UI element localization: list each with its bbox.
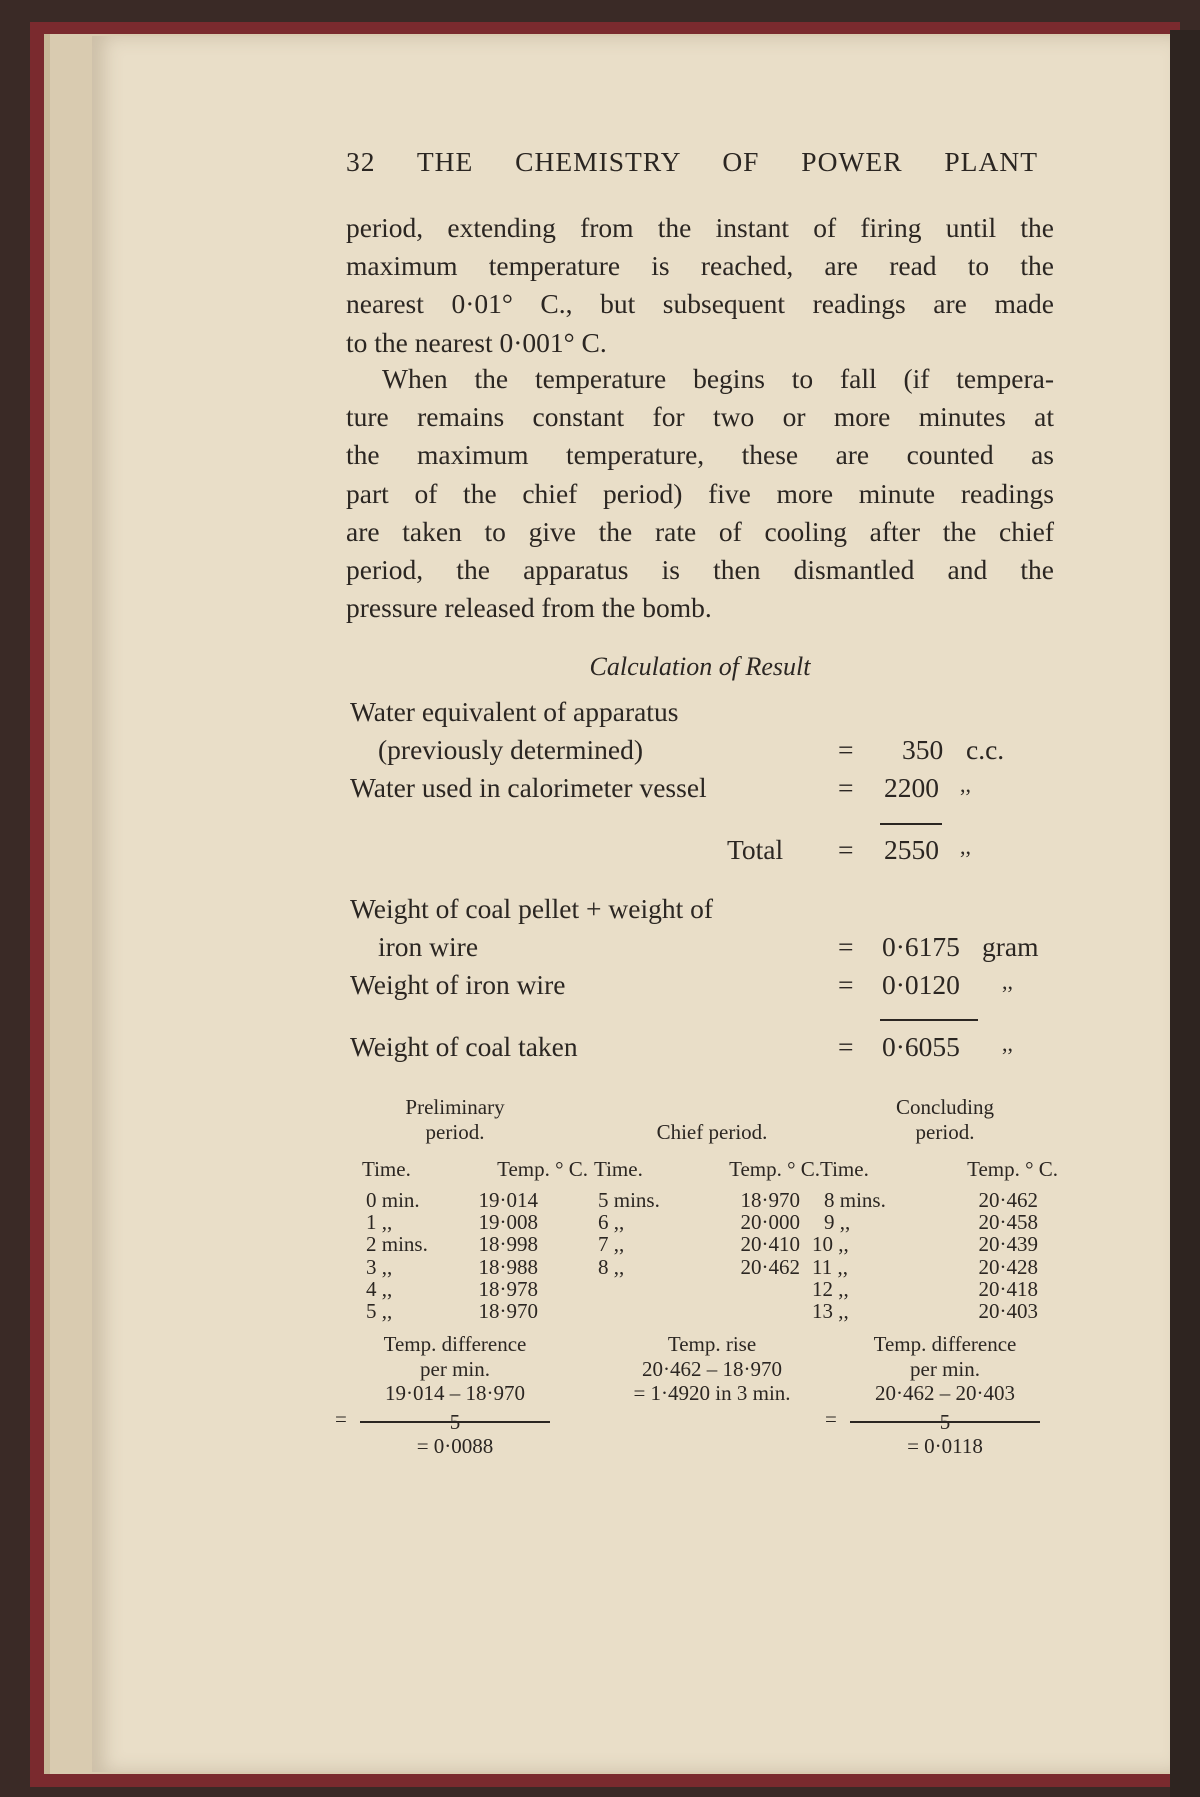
temp-cell: 18·988 bbox=[478, 1254, 538, 1279]
time-cell: 5 ,, bbox=[366, 1299, 393, 1323]
time-cell: 12 ,, bbox=[812, 1276, 849, 1301]
footnote-line: Temp. difference bbox=[383, 1332, 527, 1356]
text-line: to the nearest 0·001° C. bbox=[346, 326, 607, 358]
text-line: are taken to give the rate of cooling after the chief bbox=[346, 515, 1054, 547]
footnote-line: Temp. rise bbox=[667, 1332, 757, 1356]
period-title: Concluding bbox=[896, 1095, 994, 1119]
column-header-temp: Temp. ° C. bbox=[497, 1157, 588, 1181]
text-line: part of the chief period) five more minute readings bbox=[346, 477, 1054, 509]
time-cell: 9 ,, bbox=[824, 1210, 851, 1235]
calc-unit: ,, bbox=[1002, 969, 1013, 994]
calc-unit: ,, bbox=[960, 772, 971, 797]
footnote-line: = 0·0088 bbox=[416, 1434, 494, 1458]
temp-cell: 18·998 bbox=[478, 1232, 538, 1257]
column-header-temp: Temp. ° C. bbox=[729, 1157, 820, 1181]
calc-value: 0·0120 bbox=[882, 969, 960, 1000]
text-line: nearest 0·01° C., but subsequent readings are made bbox=[346, 288, 1054, 320]
footnote-line: 20·462 – 20·403 bbox=[875, 1381, 1015, 1405]
calc-unit: ,, bbox=[960, 834, 971, 859]
running-title: THE CHEMISTRY OF POWER PLANT bbox=[416, 146, 1038, 177]
time-cell: 2 mins. bbox=[366, 1232, 428, 1257]
footnote-line: 19·014 – 18·970 bbox=[385, 1381, 525, 1405]
calc-unit: ,, bbox=[1002, 1031, 1013, 1056]
text-line: ture remains constant for two or more minutes at bbox=[346, 401, 1054, 433]
text-line: When the temperature begins to fall (if tempera- bbox=[382, 363, 1054, 394]
equals-sign: = bbox=[838, 834, 854, 865]
calc-value: 350 bbox=[902, 734, 944, 765]
calc-label: iron wire bbox=[378, 931, 479, 962]
calc-label: Water equivalent of apparatus bbox=[350, 696, 679, 727]
temp-cell: 18·978 bbox=[478, 1276, 538, 1301]
time-cell: 4 ,, bbox=[366, 1276, 393, 1301]
period-title: Preliminary bbox=[405, 1095, 505, 1119]
calc-label: Water used in calorimeter vessel bbox=[350, 772, 707, 803]
footnote-line: per min. bbox=[910, 1356, 980, 1381]
temp-cell: 20·428 bbox=[978, 1254, 1038, 1279]
temp-cell: 20·458 bbox=[978, 1210, 1038, 1235]
time-cell: 0 min. bbox=[366, 1188, 420, 1212]
temp-cell: 19·014 bbox=[478, 1188, 538, 1212]
period-title: period. bbox=[915, 1120, 975, 1144]
temp-cell: 20·403 bbox=[978, 1299, 1038, 1323]
time-cell: 8 ,, bbox=[598, 1254, 625, 1279]
calc-label: Weight of coal taken bbox=[350, 1031, 578, 1062]
text-line: pressure released from the bomb. bbox=[346, 592, 712, 624]
time-cell: 10 ,, bbox=[812, 1232, 849, 1257]
running-header bbox=[346, 146, 1038, 178]
temp-cell: 20·418 bbox=[978, 1276, 1038, 1301]
footnote-line: per min. bbox=[420, 1356, 490, 1381]
time-cell: 6 ,, bbox=[598, 1210, 625, 1235]
equals-sign: = bbox=[838, 1031, 854, 1062]
temp-cell: 20·410 bbox=[740, 1232, 800, 1257]
footnote-line: = 1·4920 in 3 min. bbox=[633, 1381, 791, 1405]
temp-cell: 20·462 bbox=[978, 1188, 1038, 1212]
period-title: period. bbox=[425, 1120, 485, 1144]
time-cell: 5 mins. bbox=[598, 1188, 660, 1212]
time-cell: 3 ,, bbox=[366, 1254, 393, 1279]
period-title: Chief period. bbox=[656, 1120, 768, 1144]
calc-unit: c.c. bbox=[966, 734, 1005, 765]
calc-value: 0·6175 bbox=[882, 931, 960, 962]
footnote-line: Temp. difference bbox=[873, 1332, 1017, 1356]
sum-rule bbox=[880, 823, 942, 825]
difference-rule bbox=[880, 1019, 978, 1021]
temp-cell: 18·970 bbox=[478, 1299, 538, 1323]
calc-unit: gram bbox=[982, 931, 1039, 962]
column-header-time: Time. bbox=[594, 1157, 643, 1181]
temp-cell: 20·439 bbox=[978, 1232, 1038, 1257]
fraction-bar bbox=[360, 1421, 550, 1423]
equals-sign: = bbox=[825, 1407, 837, 1431]
calc-label: Weight of iron wire bbox=[350, 969, 566, 1000]
column-header-time: Time. bbox=[362, 1157, 411, 1181]
calculation-title: Calculation of Result bbox=[589, 652, 811, 681]
fraction-bar bbox=[850, 1421, 1040, 1423]
text-line: the maximum temperature, these are counted as bbox=[346, 439, 1054, 471]
background-edge bbox=[1170, 30, 1200, 1797]
calc-value: 2200 bbox=[884, 772, 939, 803]
equals-sign: = bbox=[335, 1407, 347, 1431]
temp-cell: 20·462 bbox=[740, 1254, 800, 1279]
text-line: period, extending from the instant of firing until the bbox=[346, 212, 1054, 243]
equals-sign: = bbox=[838, 772, 854, 803]
column-header-temp: Temp. ° C. bbox=[967, 1157, 1058, 1181]
temp-cell: 18·970 bbox=[740, 1188, 800, 1212]
time-cell: 8 mins. bbox=[824, 1188, 886, 1212]
calc-label: Total bbox=[727, 834, 784, 865]
time-cell: 11 ,, bbox=[812, 1254, 848, 1279]
calc-value: 0·6055 bbox=[882, 1031, 960, 1062]
calc-label: (previously determined) bbox=[378, 734, 643, 765]
time-cell: 1 ,, bbox=[366, 1210, 393, 1235]
page-number: 32 bbox=[346, 146, 376, 177]
equals-sign: = bbox=[838, 734, 854, 765]
equals-sign: = bbox=[838, 931, 854, 962]
calc-value: 2550 bbox=[884, 834, 939, 865]
time-cell: 13 ,, bbox=[812, 1299, 849, 1323]
text-line: maximum temperature is reached, are read to the bbox=[346, 250, 1054, 282]
temp-cell: 19·008 bbox=[478, 1210, 538, 1235]
footnote-line: 20·462 – 18·970 bbox=[642, 1356, 782, 1381]
equals-sign: = bbox=[838, 969, 854, 1000]
temp-cell: 20·000 bbox=[740, 1210, 800, 1235]
column-header-time: Time. bbox=[820, 1157, 869, 1181]
calc-label: Weight of coal pellet + weight of bbox=[350, 893, 714, 924]
text-line: period, the apparatus is then dismantled and the bbox=[346, 554, 1054, 585]
footnote-line: = 0·0118 bbox=[907, 1434, 983, 1458]
time-cell: 7 ,, bbox=[598, 1232, 625, 1257]
